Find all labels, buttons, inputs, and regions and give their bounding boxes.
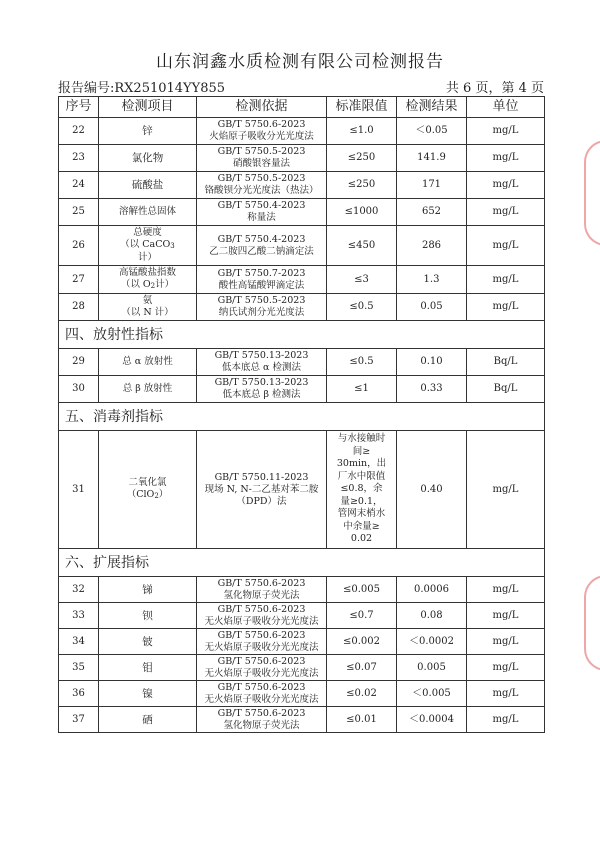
row-result: 0.0006	[397, 577, 467, 603]
row-basis: GB/T 5750.13-2023 低本底总 α 检测法	[197, 349, 327, 376]
section-row	[59, 549, 545, 577]
row-item: 钼	[99, 655, 197, 681]
row-item: 镍	[99, 681, 197, 707]
row-limit: ≤250	[327, 172, 397, 199]
row-no: 31	[59, 431, 99, 549]
row-basis: GB/T 5750.11-2023 现场 N, N-二乙基对苯二胺 （DPD）法	[197, 431, 327, 549]
row-no: 22	[59, 118, 99, 145]
row-basis: GB/T 5750.4-2023 乙二胺四乙酸二钠滴定法	[197, 226, 327, 266]
header-no: 序号	[59, 97, 99, 118]
row-result: 0.40	[397, 431, 467, 549]
row-basis: GB/T 5750.13-2023 低本底总 β 检测法	[197, 376, 327, 403]
row-no: 36	[59, 681, 99, 707]
header-item: 检测项目	[99, 97, 197, 118]
row-unit: mg/L	[467, 577, 545, 603]
row-unit: mg/L	[467, 226, 545, 266]
row-basis: GB/T 5750.6-2023 氢化物原子荧光法	[197, 707, 327, 733]
row-limit: ≤1000	[327, 199, 397, 226]
table-row	[59, 431, 545, 549]
row-result: 0.08	[397, 603, 467, 629]
table-row	[59, 226, 545, 266]
row-result: 171	[397, 172, 467, 199]
row-item: 高锰酸盐指数 （以 O2计）	[99, 266, 197, 294]
row-result: 141.9	[397, 145, 467, 172]
row-item: 硫酸盐	[99, 172, 197, 199]
row-item: 氨 （以 N 计）	[99, 294, 197, 321]
section-extended: 六、扩展指标	[59, 549, 545, 577]
row-unit: Bq/L	[467, 376, 545, 403]
table-row	[59, 655, 545, 681]
row-no: 28	[59, 294, 99, 321]
table-row	[59, 118, 545, 145]
row-basis: GB/T 5750.6-2023 无火焰原子吸收分光光度法	[197, 681, 327, 707]
row-basis: GB/T 5750.7-2023 酸性高锰酸钾滴定法	[197, 266, 327, 294]
report-meta	[58, 77, 544, 96]
row-result: ＜0.0004	[397, 707, 467, 733]
row-result: 286	[397, 226, 467, 266]
row-basis: GB/T 5750.5-2023 硝酸银容量法	[197, 145, 327, 172]
header-basis: 检测依据	[197, 97, 327, 118]
row-item: 总 β 放射性	[99, 376, 197, 403]
row-item: 铍	[99, 629, 197, 655]
row-limit: ≤0.005	[327, 577, 397, 603]
row-result: ＜0.005	[397, 681, 467, 707]
row-basis: GB/T 5750.6-2023 火焰原子吸收分光光度法	[197, 118, 327, 145]
row-item: 总 α 放射性	[99, 349, 197, 376]
row-item: 硒	[99, 707, 197, 733]
row-unit: mg/L	[467, 655, 545, 681]
row-no: 26	[59, 226, 99, 266]
table-row	[59, 266, 545, 294]
section-disinfectant: 五、消毒剂指标	[59, 403, 545, 431]
table-row	[59, 629, 545, 655]
row-basis: GB/T 5750.5-2023 铬酸钡分光光度法（热法）	[197, 172, 327, 199]
row-limit: ≤250	[327, 145, 397, 172]
header-result: 检测结果	[397, 97, 467, 118]
report-title: 山东润鑫水质检测有限公司检测报告	[156, 52, 444, 72]
table-row	[59, 145, 545, 172]
row-result: 1.3	[397, 266, 467, 294]
row-result: ＜0.05	[397, 118, 467, 145]
table-row	[59, 681, 545, 707]
results-table	[58, 96, 545, 733]
row-limit: ≤0.07	[327, 655, 397, 681]
row-unit: mg/L	[467, 603, 545, 629]
page-info: 共 6 页，第 4 页	[445, 81, 544, 96]
row-unit: mg/L	[467, 294, 545, 321]
row-unit: mg/L	[467, 172, 545, 199]
row-unit: mg/L	[467, 431, 545, 549]
row-item: 二氧化氯 （ClO2）	[99, 431, 197, 549]
row-unit: Bq/L	[467, 349, 545, 376]
table-row	[59, 603, 545, 629]
table-row	[59, 172, 545, 199]
row-limit: ≤0.5	[327, 294, 397, 321]
row-limit: ≤0.7	[327, 603, 397, 629]
row-no: 34	[59, 629, 99, 655]
row-basis: GB/T 5750.6-2023 无火焰原子吸收分光光度法	[197, 629, 327, 655]
row-item: 氯化物	[99, 145, 197, 172]
table-header-row	[59, 97, 545, 118]
row-basis: GB/T 5750.6-2023 无火焰原子吸收分光光度法	[197, 655, 327, 681]
seal-stamp-fragment	[584, 575, 600, 671]
row-result: 0.005	[397, 655, 467, 681]
row-basis: GB/T 5750.4-2023 称量法	[197, 199, 327, 226]
header-unit: 单位	[467, 97, 545, 118]
table-row	[59, 294, 545, 321]
row-no: 24	[59, 172, 99, 199]
table-row	[59, 199, 545, 226]
row-limit: ≤450	[327, 226, 397, 266]
row-no: 33	[59, 603, 99, 629]
row-limit: ≤1	[327, 376, 397, 403]
row-unit: mg/L	[467, 145, 545, 172]
row-no: 27	[59, 266, 99, 294]
table-row	[59, 376, 545, 403]
row-result: 0.05	[397, 294, 467, 321]
row-result: 0.10	[397, 349, 467, 376]
row-limit: 与水接触时 间≥ 30min，出 厂水中限值 ≤0.8，余 量≥0.1， 管网末梢水 中余量≥ 0.02	[327, 431, 397, 549]
row-no: 32	[59, 577, 99, 603]
row-unit: mg/L	[467, 199, 545, 226]
table-row	[59, 707, 545, 733]
row-item: 锑	[99, 577, 197, 603]
row-limit: ≤3	[327, 266, 397, 294]
row-unit: mg/L	[467, 707, 545, 733]
row-item: 钡	[99, 603, 197, 629]
row-basis: GB/T 5750.6-2023 无火焰原子吸收分光光度法	[197, 603, 327, 629]
row-limit: ≤1.0	[327, 118, 397, 145]
table-row	[59, 349, 545, 376]
row-result: ＜0.0002	[397, 629, 467, 655]
row-no: 30	[59, 376, 99, 403]
table-row	[59, 577, 545, 603]
section-row	[59, 403, 545, 431]
row-no: 37	[59, 707, 99, 733]
row-no: 23	[59, 145, 99, 172]
row-item: 溶解性总固体	[99, 199, 197, 226]
header-limit: 标准限值	[327, 97, 397, 118]
row-basis: GB/T 5750.6-2023 氢化物原子荧光法	[197, 577, 327, 603]
row-limit: ≤0.01	[327, 707, 397, 733]
seal-stamp-fragment	[584, 140, 600, 246]
row-limit: ≤0.02	[327, 681, 397, 707]
section-radioactive: 四、放射性指标	[59, 321, 545, 349]
row-unit: mg/L	[467, 681, 545, 707]
row-result: 0.33	[397, 376, 467, 403]
row-item: 总硬度 （以 CaCO3 计）	[99, 226, 197, 266]
report-number: 报告编号:RX251014YY855	[58, 81, 226, 96]
row-basis: GB/T 5750.5-2023 纳氏试剂分光光度法	[197, 294, 327, 321]
row-limit: ≤0.5	[327, 349, 397, 376]
row-unit: mg/L	[467, 629, 545, 655]
row-no: 35	[59, 655, 99, 681]
section-row	[59, 321, 545, 349]
row-result: 652	[397, 199, 467, 226]
row-item: 锌	[99, 118, 197, 145]
row-unit: mg/L	[467, 266, 545, 294]
row-no: 25	[59, 199, 99, 226]
row-limit: ≤0.002	[327, 629, 397, 655]
row-unit: mg/L	[467, 118, 545, 145]
row-no: 29	[59, 349, 99, 376]
